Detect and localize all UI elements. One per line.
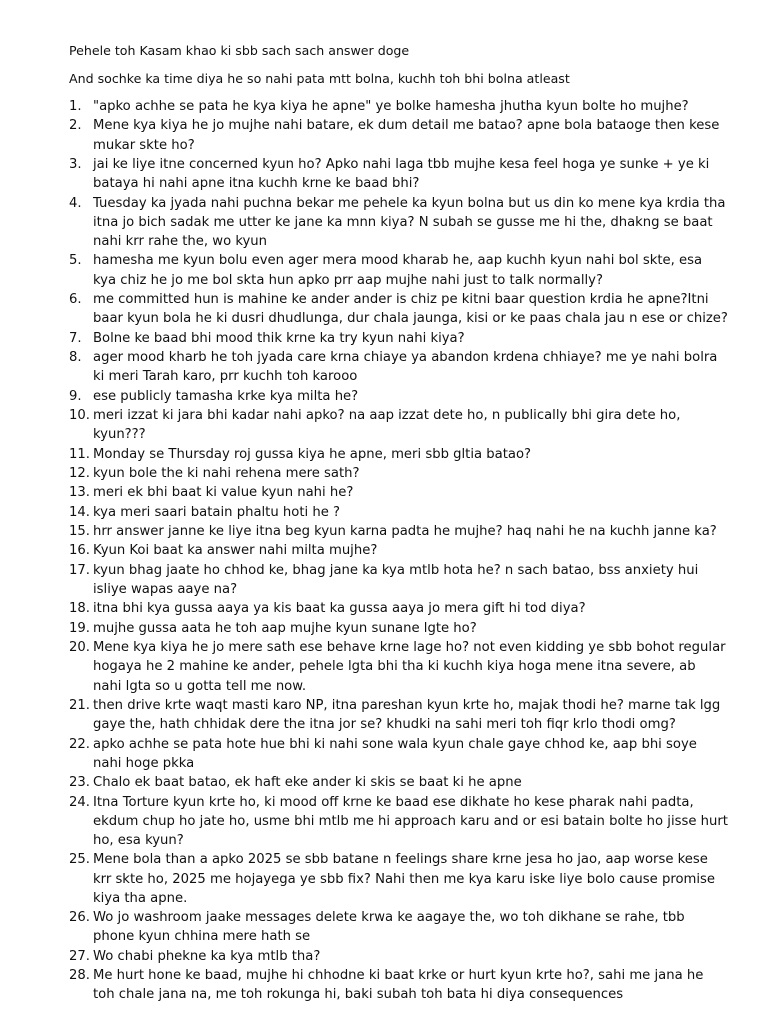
intro-line-2: And sochke ka time diya he so nahi pata mtt bolna, kuchh toh bhi bolna atleast	[69, 71, 570, 86]
list-item-text: Itna Torture kyun krte ho, ki mood off krne ke baad ese dikhate ho kese pharak nahi padta, ekdum chup ho jate ho, usme bhi mtlb me hi approach karu and or esi batain bolte ho jisse hurt ho, esa kyun?	[93, 794, 728, 849]
list-item-text: meri ek bhi baat ki value kyun nahi he?	[93, 485, 354, 501]
list-item-text: Tuesday ka jyada nahi puchna bekar me pehele ka kyun bolna but us din ko mene kya krdia tha itna jo bich sadak me utter ke jane ka mnn kiya? N subah se gusse me hi the, dhakng se baat nahi krr rahe the, wo kyun	[93, 195, 726, 249]
list-item-text: Wo chabi phekne ka kya mtlb tha?	[93, 948, 321, 964]
list-item	[69, 850, 728, 908]
list-item-text: apko achhe se pata hote hue bhi ki nahi sone wala kyun chale gaye chhod ke, aap bhi soye nahi hoge pkka	[93, 736, 697, 771]
list-item-text: Mene bola than a apko 2025 se sbb batane n feelings share krne jesa ho jao, aap worse kese krr skte ho, 2025 me hojayega ye sbb fix? Nahi then me kya karu iske liye bolo cause promise kiya tha apne.	[93, 852, 716, 906]
list-item-text: Wo jo washroom jaake messages delete krwa ke aagaye the, wo toh dikhane se rahe, tbb phone kyun chhina mere hath se	[93, 910, 685, 945]
list-item-number: 8.	[69, 349, 82, 365]
list-item-text: itna bhi kya gussa aaya ya kis baat ka gussa aaya jo mera gift hi tod diya?	[93, 601, 586, 617]
list-item-text: Mene kya kiya he jo mujhe nahi batare, ek dum detail me batao? apne bola bataoge then kese mukar skte ho?	[93, 118, 720, 153]
list-item-text: me committed hun is mahine ke ander ander is chiz pe kitni baar question krdia he apne?Itni baar kyun bola he ki dusri dhudlunga, dur chala jaunga, kisi or ke paas chala jau n ese or chize?	[93, 291, 728, 327]
list-item-text: mujhe gussa aata he toh aap mujhe kyun sunane lgte ho?	[93, 620, 477, 636]
list-item-number: 22.	[69, 736, 90, 752]
list-item-number: 23.	[69, 775, 90, 791]
list-item	[69, 97, 728, 116]
list-item-number: 2.	[69, 118, 82, 134]
list-item	[69, 116, 728, 154]
list-item-text: kya meri saari batain phaltu hoti he ?	[93, 504, 341, 520]
list-item-number: 6.	[69, 291, 82, 307]
list-item	[69, 155, 728, 193]
list-item	[69, 966, 728, 1004]
list-item	[69, 541, 728, 560]
list-item-number: 26.	[69, 910, 90, 926]
list-item-number: 24.	[69, 794, 90, 810]
list-item	[69, 696, 728, 734]
list-item-number: 4.	[69, 195, 82, 211]
list-item	[69, 464, 728, 483]
list-item-text: ager mood kharb he toh jyada care krna chiaye ya abandon krdena chhiaye? me ye nahi bolra ki meri Tarah karo, prr kuchh toh karooo	[93, 349, 718, 385]
list-item-text: ese publicly tamasha krke kya milta he?	[93, 388, 359, 404]
list-item-number: 9.	[69, 388, 82, 404]
list-item	[69, 290, 728, 328]
list-item-number: 19.	[69, 620, 90, 636]
list-item-text: kyun bole the ki nahi rehena mere sath?	[93, 465, 360, 481]
list-item	[69, 387, 728, 406]
list-item-number: 17.	[69, 562, 90, 578]
list-item	[69, 251, 728, 289]
list-item	[69, 522, 728, 541]
list-item-text: hrr answer janne ke liye itna beg kyun karna padta he mujhe? haq nahi he na kuchh janne ka?	[93, 524, 717, 540]
list-item-number: 5.	[69, 253, 82, 269]
list-item-text: Monday se Thursday roj gussa kiya he apne, meri sbb gltia batao?	[93, 446, 532, 462]
list-item-number: 27.	[69, 948, 90, 964]
list-item-number: 12.	[69, 465, 90, 481]
list-item-number: 13.	[69, 485, 90, 501]
list-item-text: Chalo ek baat batao, ek haft eke ander ki skis se baat ki he apne	[93, 775, 522, 791]
list-item	[69, 947, 728, 966]
list-item-number: 3.	[69, 156, 82, 172]
list-item-number: 20.	[69, 640, 90, 656]
list-item-number: 28.	[69, 968, 90, 984]
list-item-number: 11.	[69, 446, 90, 462]
list-item	[69, 503, 728, 522]
list-item-number: 14.	[69, 504, 90, 520]
list-item-text: Bolne ke baad bhi mood thik krne ka try kyun nahi kiya?	[93, 330, 465, 346]
list-item-number: 15.	[69, 524, 90, 540]
list-item-number: 1.	[69, 99, 82, 114]
list-item	[69, 599, 728, 618]
list-item	[69, 561, 728, 599]
list-item-number: 10.	[69, 407, 90, 423]
list-item-number: 25.	[69, 852, 90, 868]
list-item-text: Me hurt hone ke baad, mujhe hi chhodne ki baat krke or hurt kyun krte ho?, sahi me jana he toh chale jana na, me toh rokunga hi, baki subah toh bata hi diya consequences	[93, 968, 704, 1003]
list-item-text: jai ke liye itne concerned kyun ho? Apko nahi laga tbb mujhe kesa feel hoga ye sunke + ye ki bataya hi nahi apne itna kuchh krne ke baad bhi?	[93, 156, 710, 192]
list-item	[69, 908, 728, 946]
list-item	[69, 445, 728, 464]
intro-line-1: Pehele toh Kasam khao ki sbb sach sach answer doge	[69, 43, 410, 58]
list-item-text: kyun bhag jaate ho chhod ke, bhag jane ka kya mtlb hota he? n sach batao, bss anxiety hui isliye wapas aaye na?	[93, 562, 699, 598]
list-item	[69, 329, 728, 348]
list-item	[69, 194, 728, 252]
list-item-text: Mene kya kiya he jo mere sath ese behave krne lage ho? not even kidding ye sbb bohot regular hogaya he 2 mahine ke ander, pehele lgta bhi tha ki kuchh kiya hoga mene itna severe, ab nahi lgta so u gotta tell me now.	[93, 640, 726, 694]
list-item	[69, 483, 728, 502]
list-item	[69, 638, 728, 696]
list-item-number: 21.	[69, 698, 90, 714]
list-item-text: Kyun Koi baat ka answer nahi milta mujhe?	[93, 543, 378, 559]
list-item-number: 16.	[69, 543, 90, 559]
list-item-number: 18.	[69, 601, 90, 617]
list-item-text: meri izzat ki jara bhi kadar nahi apko? na aap izzat dete ho, n publically bhi gira dete ho, kyun???	[93, 407, 681, 443]
list-item	[69, 406, 728, 444]
list-item	[69, 348, 728, 386]
list-item-text: hamesha me kyun bolu even ager mera mood kharab he, aap kuchh kyun nahi bol skte, esa kya chiz he jo me bol skta hun apko prr aap mujhe nahi just to talk normally?	[93, 253, 703, 288]
list-item-number: 7.	[69, 330, 82, 346]
list-item	[69, 735, 728, 773]
list-item	[69, 793, 728, 851]
list-item	[69, 619, 728, 638]
list-item-text: then drive krte waqt masti karo NP, itna pareshan kyun krte ho, majak thodi he? marne tak lgg gaye the, hath chhidak dere the itna jor se? khudki na sahi meri toh fiqr krlo thodi omg?	[93, 698, 721, 733]
list-item	[69, 773, 728, 792]
list-item-text: "apko achhe se pata he kya kiya he apne" ye bolke hamesha jhutha kyun bolte ho mujhe?	[93, 99, 689, 114]
question-list	[69, 97, 728, 1005]
